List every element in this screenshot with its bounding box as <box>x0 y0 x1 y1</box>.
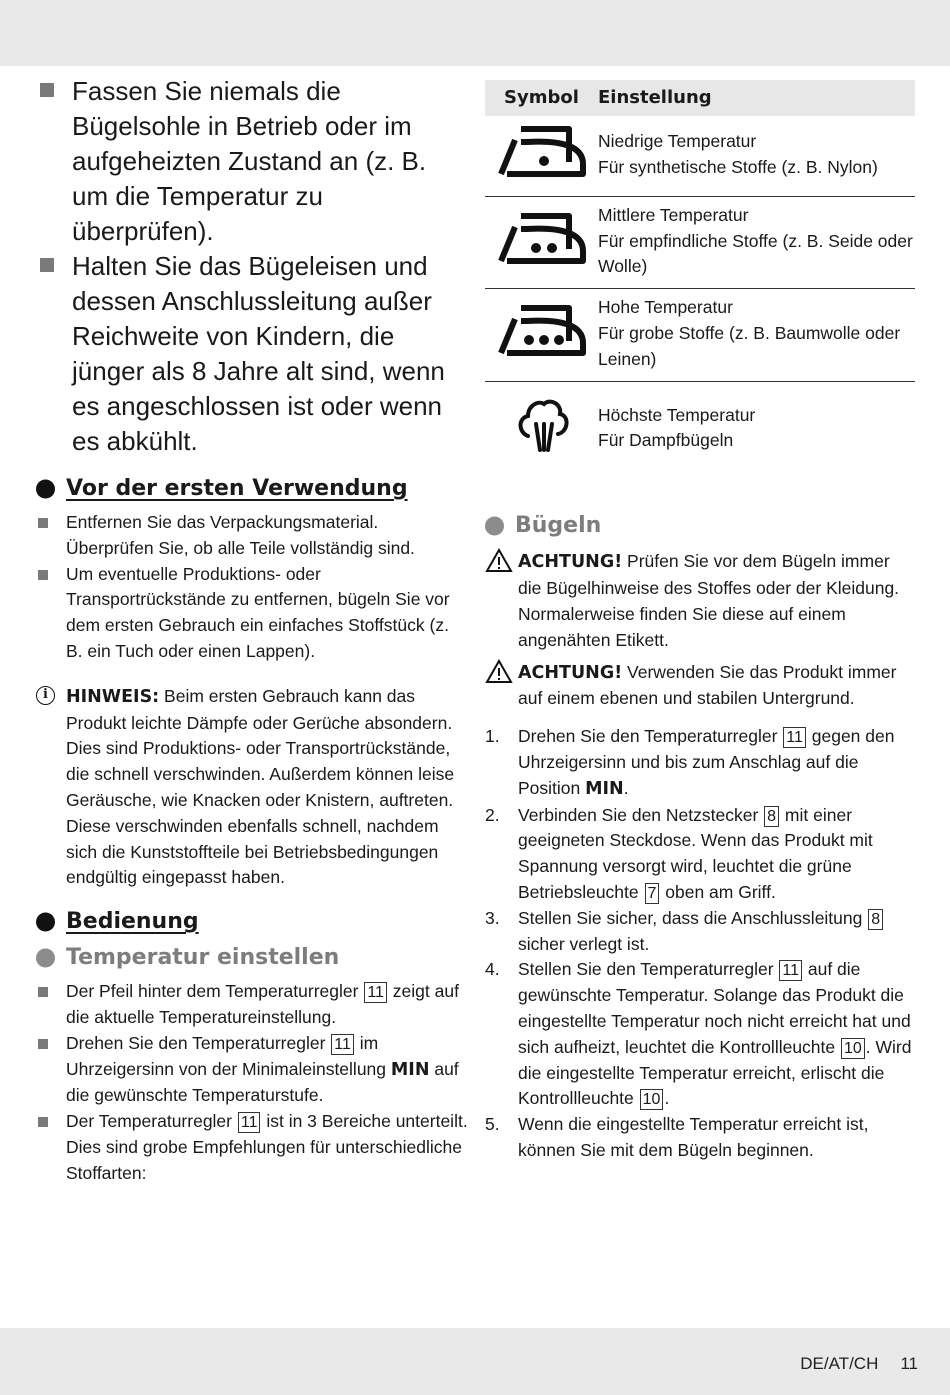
part-reference: 11 <box>331 1034 354 1055</box>
list-item: 2. Verbinden Sie den Netzstecker 8 mit einer geeigneten Steckdose. Wenn das Produkt mit Spannung versorgt wird, leuchtet die grüne Betriebsleuchte 7 oben am Griff. <box>485 804 873 902</box>
column-header-symbol: Symbol <box>485 80 598 116</box>
section-heading-operation: Bedienung <box>36 907 468 937</box>
square-bullet-icon <box>38 987 48 997</box>
intro-bullet: Halten Sie das Bügeleisen und dessen Anschlussleitung außer Reichweite von Kindern, die jünger als 8 Jahre alt sind, wenn es angeschlossen ist oder wenn es abkühlt. <box>36 249 468 459</box>
list-item: Um eventuelle Produktions- oder Transportrückstände zu entfernen, bügeln Sie vor dem ersten Gebrauch ein einfaches Stoffstück (z. B. ein Tuch oder einen Lappen). <box>36 562 468 665</box>
bullet-dot-icon <box>36 913 55 932</box>
region-label: DE/AT/CH <box>800 1354 879 1373</box>
left-column <box>36 74 468 1187</box>
square-bullet-icon <box>38 1117 48 1127</box>
warning-triangle-icon <box>485 659 513 684</box>
top-band <box>0 0 950 66</box>
table-row: Niedrige Temperatur Für synthetische Stoffe (z. B. Nylon) <box>485 116 915 196</box>
column-header-setting: Einstellung <box>598 80 915 116</box>
part-reference: 8 <box>868 909 883 930</box>
warning-notice: ACHTUNG! Prüfen Sie vor dem Bügeln immer die Bügelhinweise des Stoffes oder der Kleidung. Normalerweise finden Sie diese auf einem angenähten Etikett. <box>485 549 917 653</box>
intro-bullet: Fassen Sie niemals die Bügelsohle in Betrieb oder im aufgeheizten Zustand an (z. B. um die Temperatur zu überprüfen). <box>36 74 468 249</box>
note-box: i HINWEIS: Beim ersten Gebrauch kann das Produkt leichte Dämpfe oder Gerüche absondern. Dies sind Produktions- oder Transportrückstände, die schnell verschwinden. Außerdem können leise Geräusche, wie Knacken oder Knistern, auftreten. Diese verschwinden ebenfalls schnell, nachdem sich die Kunststoffteile bei Betriebsbedingungen endgültig eingepasst haben. <box>36 684 468 891</box>
list-item: Drehen Sie den Temperaturregler 11 im Uhrzeigersinn von der Minimaleinstellung MIN auf die gewünschte Temperaturstufe. <box>36 1031 468 1109</box>
part-reference: 8 <box>764 806 779 827</box>
iron-three-dots-icon <box>497 301 587 359</box>
temperature-symbol-table <box>485 80 915 469</box>
part-reference: 11 <box>783 727 806 748</box>
table-row: Mittlere Temperatur Für empfindliche Stoffe (z. B. Seide oder Wolle) <box>485 196 915 288</box>
part-reference: 11 <box>779 960 802 981</box>
part-reference: 11 <box>364 982 387 1003</box>
list-item: Entfernen Sie das Verpackungsmaterial. Überprüfen Sie, ob alle Teile vollständig sind. <box>36 510 468 562</box>
steam-icon <box>514 396 570 454</box>
square-bullet-icon <box>38 570 48 580</box>
bullet-dot-icon <box>485 517 504 536</box>
list-item: 1. Drehen Sie den Temperaturregler 11 gegen den Uhrzeigersinn und bis zum Anschlag auf die Position MIN. <box>485 726 895 799</box>
list-item: 4. Stellen Sie den Temperaturregler 11 auf die gewünschte Temperatur. Solange das Produkt die eingestellte Temperatur noch nicht erreicht hat und sich aufheizt, leuchtet die Kontrollleuchte 10 . Wird die eingestellte Temperatur erreicht, erlischt die Kontrollleuchte 10 . <box>485 959 912 1109</box>
page-number: 11 <box>900 1354 918 1373</box>
section-heading-before-first-use: Vor der ersten Verwendung <box>36 474 468 504</box>
square-bullet-icon <box>40 258 54 272</box>
info-icon: i <box>36 686 55 705</box>
iron-two-dots-icon <box>497 209 587 267</box>
page-footer <box>800 1354 918 1374</box>
list-item: 3. Stellen Sie sicher, dass die Anschlussleitung 8 sicher verlegt ist. <box>485 906 917 958</box>
square-bullet-icon <box>40 83 54 97</box>
list-item: 5. Wenn die eingestellte Temperatur erreicht ist, können Sie mit dem Bügeln beginnen. <box>485 1114 869 1160</box>
warning-notice: ACHTUNG! Verwenden Sie das Produkt immer auf einem ebenen und stabilen Untergrund. <box>485 660 917 713</box>
section-heading-ironing: Bügeln <box>485 511 917 541</box>
right-column <box>485 80 917 1164</box>
list-item: Der Temperaturregler 11 ist in 3 Bereiche unterteilt. Dies sind grobe Empfehlungen für unterschiedliche Stoffarten: <box>36 1109 468 1186</box>
table-header <box>485 80 915 116</box>
list-item: Der Pfeil hinter dem Temperaturregler 11 zeigt auf die aktuelle Temperatureinstellung. <box>36 979 468 1031</box>
subsection-heading-temperature: Temperatur einstellen <box>36 943 468 973</box>
bullet-dot-icon <box>36 949 55 968</box>
part-reference: 7 <box>645 883 660 904</box>
part-reference: 10 <box>841 1038 865 1059</box>
warning-triangle-icon <box>485 548 513 573</box>
ironing-steps <box>485 724 917 1164</box>
square-bullet-icon <box>38 518 48 528</box>
square-bullet-icon <box>38 1039 48 1049</box>
part-reference: 11 <box>238 1112 261 1133</box>
iron-one-dot-icon <box>497 122 587 180</box>
table-row: Höchste Temperatur Für Dampfbügeln <box>485 381 915 469</box>
part-reference: 10 <box>640 1089 664 1110</box>
bullet-dot-icon <box>36 480 55 499</box>
table-row: Hohe Temperatur Für grobe Stoffe (z. B. Baumwolle oder Leinen) <box>485 289 915 381</box>
